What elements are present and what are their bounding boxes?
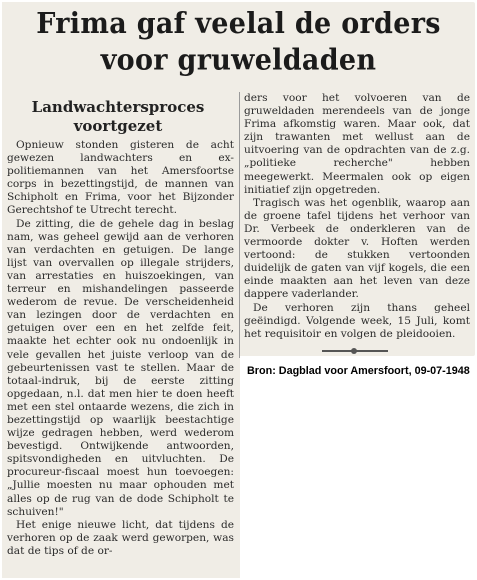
left-column [7, 139, 234, 558]
paragraph: Het enige nieuwe licht, dat tijdens de verhoren op de zaak werd geworpen, was dat de tips of de or- [7, 518, 234, 557]
headline [6, 6, 471, 79]
subheadline [6, 98, 230, 136]
subheadline-line-2: voortgezet [73, 117, 163, 135]
paragraph: De verhoren zijn thans geheel geëindigd. Volgende week, 15 Juli, komt het requisitoir en volgen de pleidooien. [244, 301, 470, 340]
source-caption: Bron: Dagblad voor Amersfoort, 09-07-1948 [247, 365, 470, 377]
headline-line-2: voor gruweldaden [100, 43, 377, 78]
right-column [244, 92, 470, 341]
paragraph: Tragisch was het ogenblik, waarop aan de groene tafel tijdens het verhoor van Dr. Verbeek de onderkleren van de vermoorde dokter v. Hoften werden vertoond: de stukken vertoonden duidelijk de gaten van vijf kogels, die een einde maakten aan het leven van deze dappere vaderlander. [244, 196, 470, 301]
subheadline-line-1: Landwachtersproces [31, 98, 205, 116]
article-end-rule [322, 350, 388, 352]
column-divider [239, 92, 240, 358]
paragraph: Opnieuw stonden gisteren de acht gewezen landwachters en ex-politiemannen van het Amersfoortse corps in bezettingstijd, de mannen van Schipholt en Frima, voor het Bijzonder Gerechtshof te Utrecht terecht. [7, 139, 234, 217]
headline-line-1: Frima gaf veelal de orders [36, 7, 441, 41]
paragraph: ders voor het volvoeren van de gruweldaden merendeels van de jonge Frima afkomstig waren. Maar ook, dat zijn trawanten met wellust aan de uitvoering van de opdrachten van de z.g. „politieke recherche" hebben meegewerkt. Meermalen ook op eigen initiatief zijn opgetreden. [244, 92, 470, 196]
paragraph: De zitting, die de gehele dag in beslag nam, was geheel gewijd aan de verhoren van verdachten en getuigen. De lange lijst van overvallen op illegale strijders, van arrestaties en huiszoekingen, van terreur en mishandelingen passeerde wederom de revue. De verscheidenheid van lezingen door de verdachten en getuigen over een en het zelfde feit, maakte het echter ook nu ondoenlijk in vele gevallen het juiste verloop van de gebeurtenissen vast te stellen. Maar de totaal-indruk, bij de eerste zitting opgedaan, n.l. dat men hier te doen heeft met een stel ontaarde wezens, die zich in bezettingstijd op waarlijk beestachtige wijze gedragen hebben, werd wederom bevestigd. Ontwijkende antwoorden, spitsvondigheden en uitvluchten. De procureur-fiscaal moest hun toevoegen: „Jullie moesten nu maar ophouden met alles op de rug van de dode Schipholt te schuiven!" [7, 217, 234, 518]
